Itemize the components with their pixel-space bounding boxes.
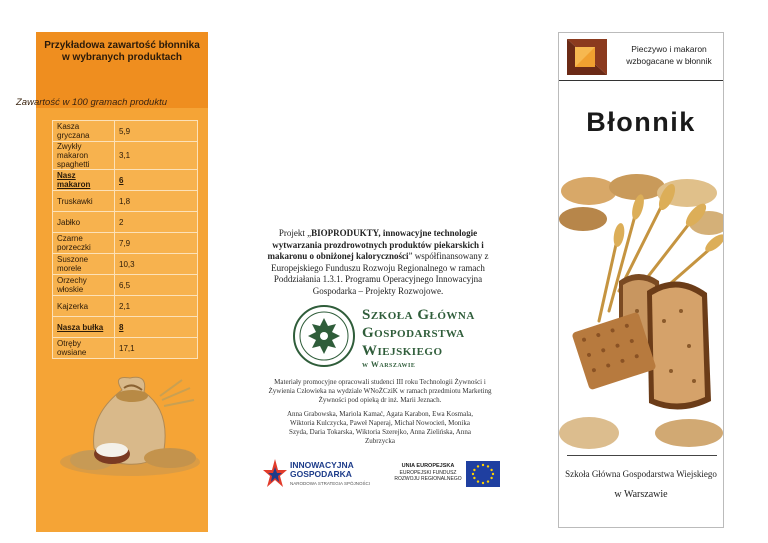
fiber-heading: Przykładowa zawartość błonnika w wybranych produktach — [44, 40, 200, 63]
cover-school-name: Szkoła Główna Gospodarstwa Wiejskiego — [565, 469, 717, 479]
sggw-location: w Warszawie — [362, 360, 416, 369]
cover-city: w Warszawie — [614, 489, 668, 500]
fiber-value: 1,8 — [115, 191, 198, 212]
sggw-line-2: Gospodarstwa — [362, 325, 465, 341]
fiber-value: 10,3 — [115, 254, 198, 275]
bread-grain-photo — [559, 171, 723, 461]
product-name: Jabłko — [53, 212, 115, 233]
table-row — [53, 142, 198, 170]
grain-sack-illustration — [52, 370, 202, 480]
funding-logos — [262, 455, 502, 495]
fiber-value: 2 — [115, 212, 198, 233]
sggw-line-1: Szkoła Główna — [362, 307, 475, 323]
fiber-value: 7,9 — [115, 233, 198, 254]
project-name: BIOPRODUKTY, innowacyjne technologie wytwarzania prozdrowotnych produktów piekarskich i makaronu o obniżonej kaloryczności — [267, 228, 484, 261]
product-name: Nasza bułka — [53, 317, 115, 338]
cover-divider — [567, 455, 717, 456]
table-row — [53, 317, 198, 338]
authors-list: Anna Grabowska, Mariola Kamać, Agata Karabon, Ewa Kosmala, Wiktoria Kulczycka, Paweł Naperaj, Michał Nowocień, Monika Szyda, Daria Tokarska, Wiktoria Szerejko, Anna Zielińska, Anna Zubrzycka — [286, 410, 474, 445]
ig-star-icon — [262, 457, 288, 491]
product-name: Suszone morele — [53, 254, 115, 275]
table-row — [53, 338, 198, 359]
product-name: Otręby owsiane — [53, 338, 115, 359]
fiber-value: 8 — [115, 317, 198, 338]
materials-note: Materiały promocyjne opracowali studenci III roku Technologii Żywności i Żywienia Człowieka na wydziale WNoŻCziK w ramach przedmiotu Marketing Żywności pod opieką dr inż. Marii Jeznach. — [268, 378, 492, 404]
ig-title — [290, 461, 354, 479]
bread-pasta-logo-icon — [561, 35, 611, 79]
sggw-line-3: Wiejskiego — [362, 343, 443, 359]
fiber-value: 6,5 — [115, 275, 198, 296]
eu-logo — [394, 461, 504, 491]
ig-title-line-2: GOSPODARKA — [290, 469, 352, 479]
fiber-table — [52, 120, 198, 359]
fiber-value: 2,1 — [115, 296, 198, 317]
table-row — [53, 191, 198, 212]
product-name: Kajzerka — [53, 296, 115, 317]
product-name: Nasz makaron — [53, 170, 115, 191]
project-pre: Projekt „ — [278, 228, 312, 238]
product-name: Truskawki — [53, 191, 115, 212]
cover-title: Błonnik — [586, 107, 696, 137]
fiber-value: 5,9 — [115, 121, 198, 142]
product-name: Zwykły makaron spaghetti — [53, 142, 115, 170]
product-name: Orzechy włoskie — [53, 275, 115, 296]
eu-line-3: ROZWOJU REGIONALNEGO — [394, 476, 462, 482]
eu-line-2: EUROPEJSKI FUNDUSZ — [399, 469, 457, 476]
sggw-emblem-icon — [292, 304, 356, 368]
table-row — [53, 296, 198, 317]
fiber-subtitle: Zawartość w 100 gramach produktu — [16, 97, 168, 108]
table-row — [53, 254, 198, 275]
table-row — [53, 212, 198, 233]
table-row — [53, 121, 198, 142]
table-row — [53, 170, 198, 191]
product-name: Kasza gryczana — [53, 121, 115, 142]
cover-header — [559, 33, 723, 81]
eu-flag-icon — [466, 461, 500, 487]
cover-tagline: Pieczywo i makaron wzbogacane w błonnik — [626, 44, 712, 66]
eu-line-1: UNIA EUROPEJSKA — [401, 463, 455, 469]
product-name: Czarne porzeczki — [53, 233, 115, 254]
ig-subtitle: NARODOWA STRATEGIA SPÓJNOŚCI — [290, 481, 371, 486]
project-description — [262, 228, 494, 297]
innowacyjna-gospodarka-logo — [262, 455, 382, 493]
fiber-value: 3,1 — [115, 142, 198, 170]
sggw-name — [362, 306, 512, 360]
eu-text — [394, 463, 462, 483]
fiber-value: 17,1 — [115, 338, 198, 359]
table-row — [53, 275, 198, 296]
project-post: ” współfinansowany z Europejskiego Funduszu Rozwoju Regionalnego w ramach Poddziałania 1.3.1. Programu Operacyjnego Innowacyjna Gospodarka – Projekty Rozwojowe. — [271, 251, 489, 296]
table-row — [53, 233, 198, 254]
cover-panel — [558, 32, 724, 528]
fiber-value: 6 — [115, 170, 198, 191]
ig-title-line-1: INNOWACYJNA — [290, 460, 354, 470]
